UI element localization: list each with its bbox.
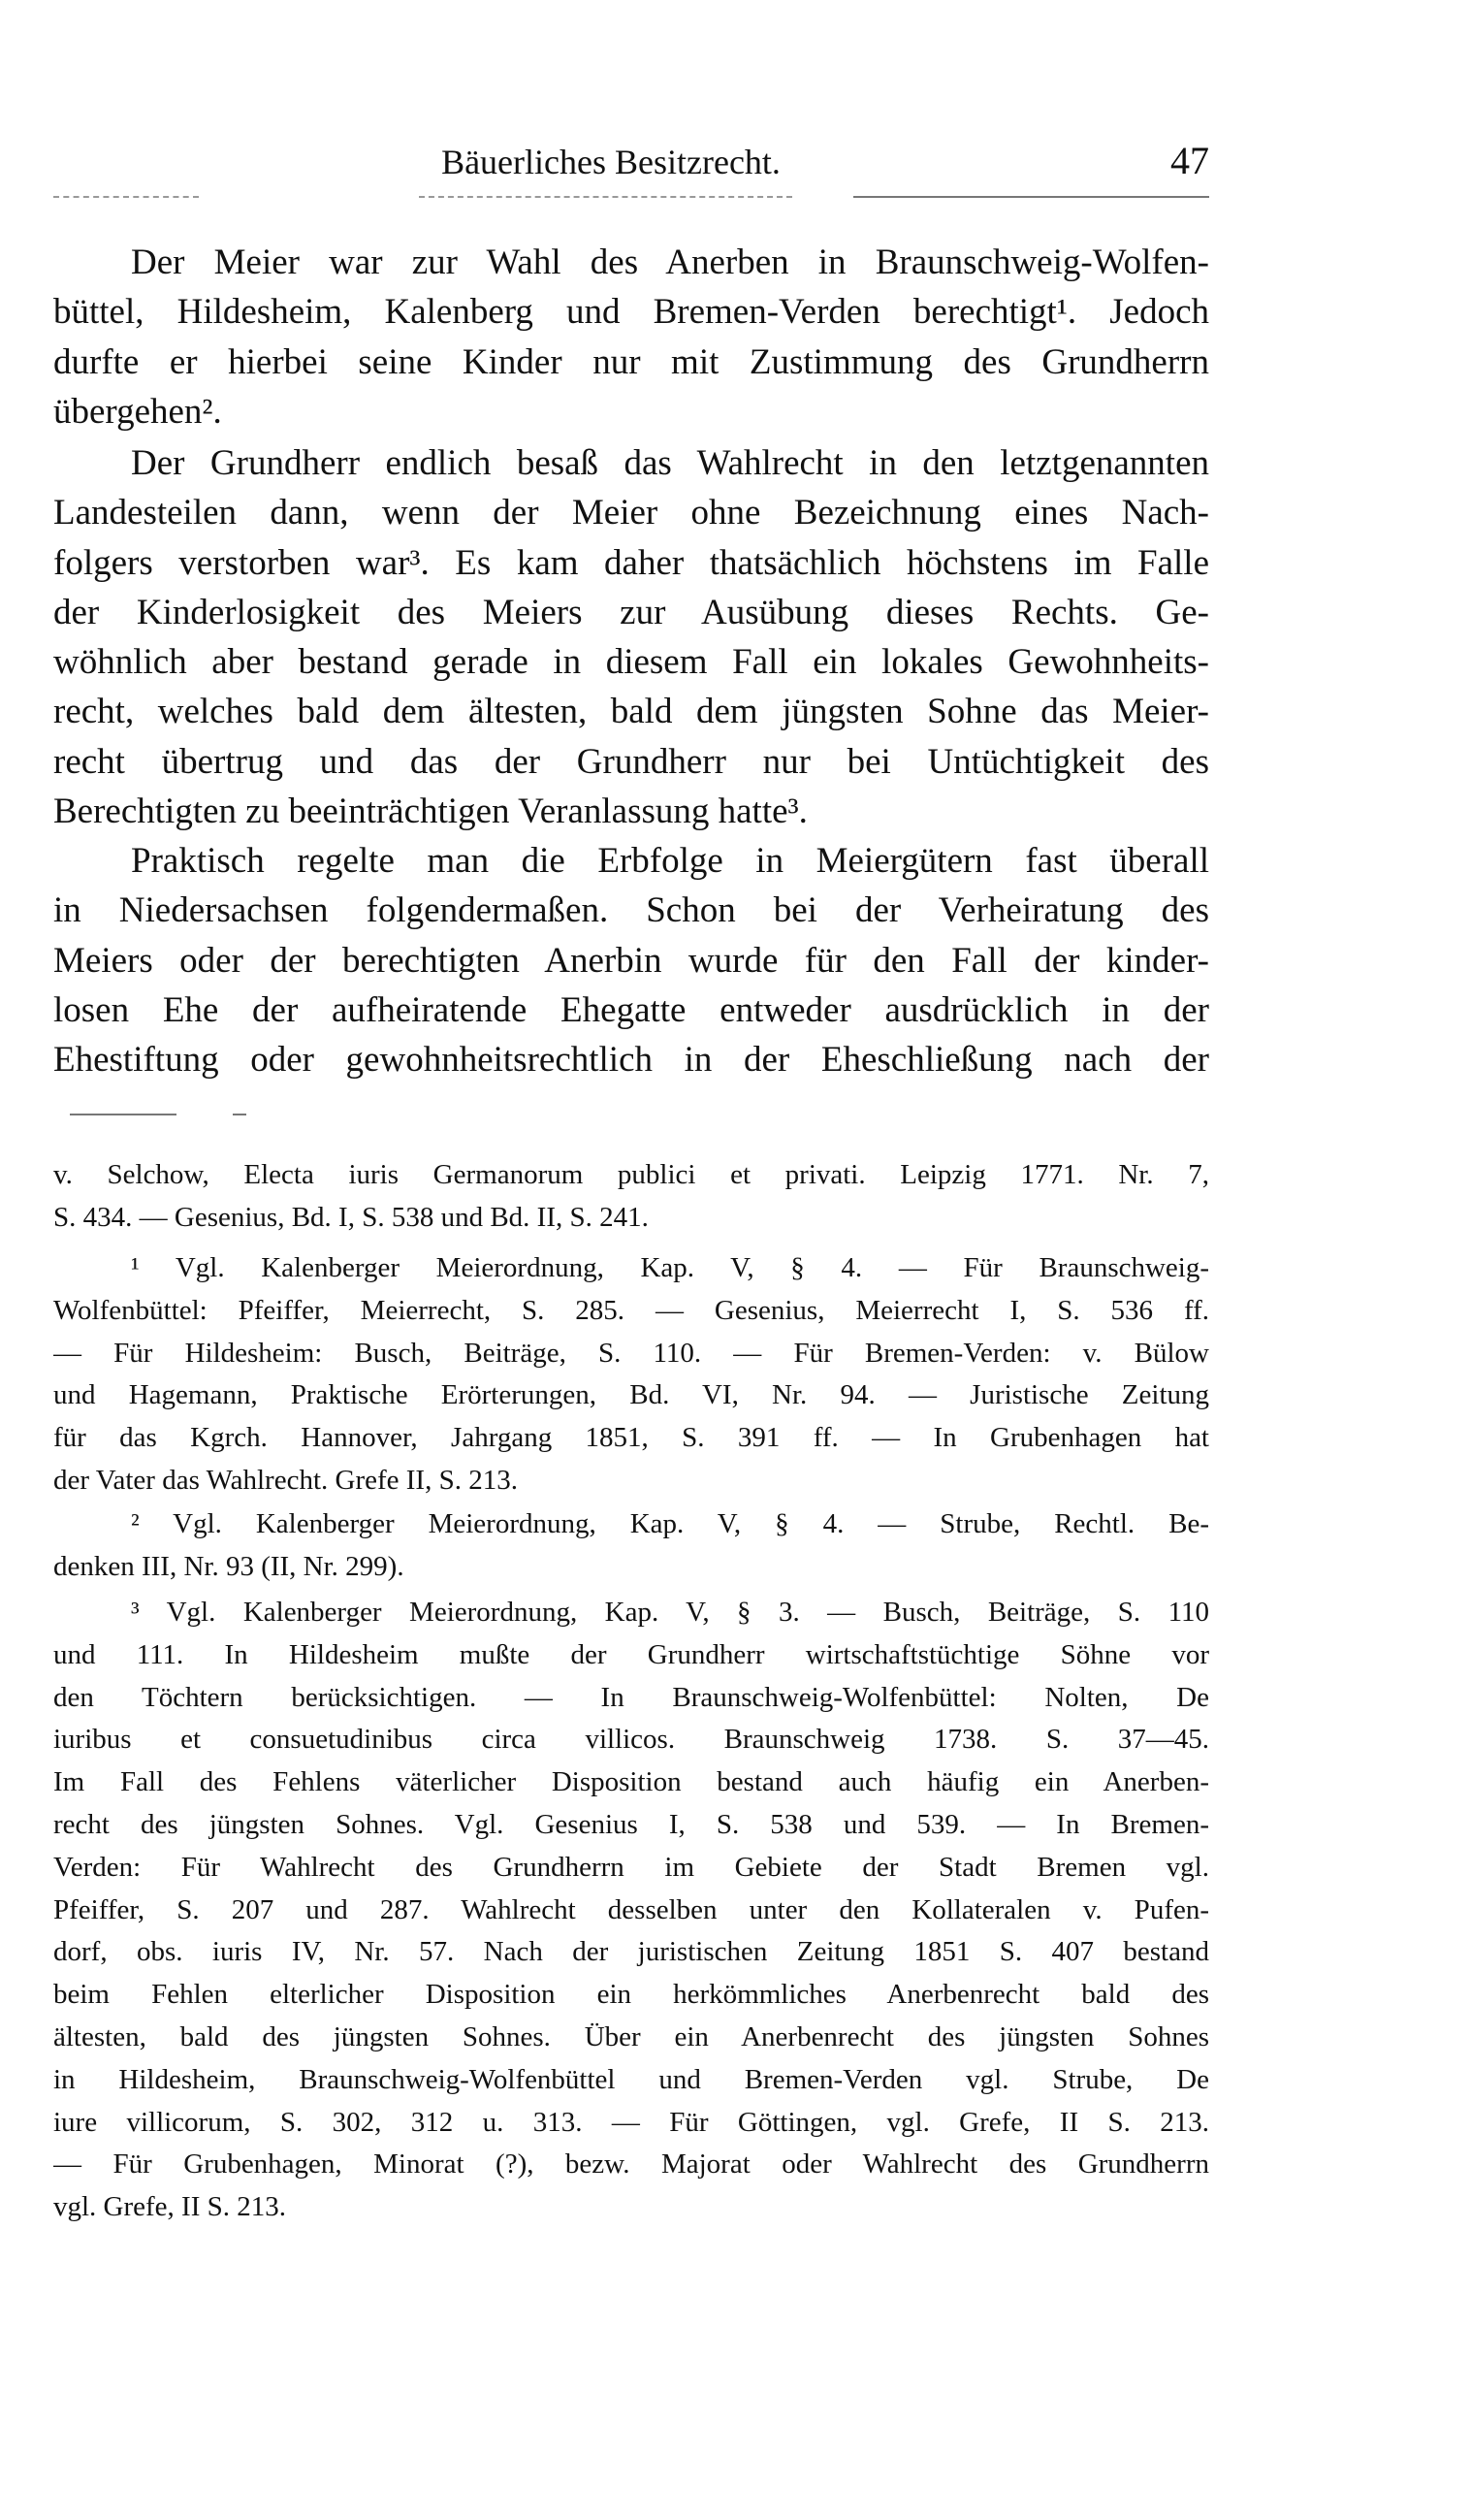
footnote-line: in Hildesheim, Braunschweig-Wolfenbüttel und Bremen-Verden vgl. Strube, De bbox=[53, 2063, 1209, 2095]
footnote-separator-dash bbox=[233, 1114, 246, 1115]
footnote-line: — Für Grubenhagen, Minorat (?), bezw. Majorat oder Wahlrecht des Grundherrn bbox=[53, 2148, 1209, 2181]
footnote-line: Pfeiffer, S. 207 und 287. Wahlrecht desselben unter den Kollateralen v. Pufen- bbox=[53, 1893, 1209, 1925]
footnote-line: iuribus et consuetudinibus circa villicos. Braunschweig 1738. S. 37—45. bbox=[53, 1724, 1209, 1756]
footnote-line: denken III, Nr. 93 (II, Nr. 299). bbox=[53, 1550, 404, 1582]
text-line: übergehen². bbox=[53, 391, 222, 432]
footnote-separator bbox=[70, 1114, 176, 1115]
text-line: wöhnlich aber bestand gerade in diesem Fall ein lokales Gewohnheits- bbox=[53, 642, 1209, 683]
footnote-line: Im Fall des Fehlens väterlicher Disposition bestand auch häufig ein Anerben- bbox=[53, 1766, 1209, 1798]
header-rule-left bbox=[53, 196, 199, 198]
footnote-line: — Für Hildesheim: Busch, Beiträge, S. 110. — Für Bremen-Verden: v. Bülow bbox=[53, 1337, 1209, 1369]
footnote-line: für das Kgrch. Hannover, Jahrgang 1851, S. 391 ff. — In Grubenhagen hat bbox=[53, 1422, 1209, 1454]
text-line: recht, welches bald dem ältesten, bald dem jüngsten Sohne das Meier- bbox=[53, 692, 1209, 732]
running-title: Bäuerliches Besitzrecht. bbox=[441, 143, 781, 181]
footnote-line: recht des jüngsten Sohnes. Vgl. Gesenius I, S. 538 und 539. — In Bremen- bbox=[53, 1808, 1209, 1840]
text-line: Berechtigten zu beeinträchtigen Veranlassung hatte³. bbox=[53, 792, 808, 832]
text-line: Landesteilen dann, wenn der Meier ohne Bezeichnung eines Nach- bbox=[53, 493, 1209, 533]
text-line: durfte er hierbei seine Kinder nur mit Zustimmung des Grundherrn bbox=[53, 341, 1209, 382]
footnote-line: vgl. Grefe, II S. 213. bbox=[53, 2191, 287, 2223]
footnote-line: der Vater das Wahlrecht. Grefe II, S. 213. bbox=[53, 1464, 518, 1496]
text-line: losen Ehe der aufheiratende Ehegatte entweder ausdrücklich in der bbox=[53, 989, 1209, 1030]
paragraph bbox=[53, 438, 1209, 836]
text-line: recht übertrug und das der Grundherr nur bei Untüchtigkeit des bbox=[53, 741, 1209, 782]
footnote-line: und Hagemann, Praktische Erörterungen, Bd. VI, Nr. 94. — Juristische Zeitung bbox=[53, 1379, 1209, 1411]
header-rule-middle bbox=[419, 196, 792, 198]
paragraph bbox=[53, 836, 1209, 1084]
text-line: in Niedersachsen folgendermaßen. Schon bei der Verheiratung des bbox=[53, 890, 1209, 931]
footnote-line: ³ Vgl. Kalenberger Meierordnung, Kap. V, § 3. — Busch, Beiträge, S. 110 bbox=[131, 1597, 1209, 1628]
text-line: Ehestiftung oder gewohnheitsrechtlich in der Eheschließung nach der bbox=[53, 1040, 1209, 1081]
page-number: 47 bbox=[1170, 139, 1209, 182]
text-line: büttel, Hildesheim, Kalenberg und Bremen-Verden berechtigt¹. Jedoch bbox=[53, 292, 1209, 333]
footnote-line: ² Vgl. Kalenberger Meierordnung, Kap. V, § 4. — Strube, Rechtl. Be- bbox=[131, 1508, 1209, 1539]
footnote-line: den Töchtern berücksichtigen. — In Braunschweig-Wolfenbüttel: Nolten, De bbox=[53, 1681, 1209, 1713]
paragraph bbox=[53, 238, 1209, 436]
footnote-2 bbox=[53, 1503, 1209, 1589]
text-line: Praktisch regelte man die Erbfolge in Meiergütern fast überall bbox=[131, 841, 1209, 881]
text-line: der Kinderlosigkeit des Meiers zur Ausübung dieses Rechts. Ge- bbox=[53, 592, 1209, 632]
footnote-line: und 111. In Hildesheim mußte der Grundherr wirtschaftstüchtige Söhne vor bbox=[53, 1638, 1209, 1670]
footnote-line: beim Fehlen elterlicher Disposition ein herkömmliches Anerbenrecht bald des bbox=[53, 1979, 1209, 2011]
header-rule-right bbox=[853, 196, 1209, 198]
footnote-line: iure villicorum, S. 302, 312 u. 313. — Für Göttingen, vgl. Grefe, II S. 213. bbox=[53, 2106, 1209, 2138]
text-line: Der Grundherr endlich besaß das Wahlrecht in den letztgenannten bbox=[131, 443, 1209, 483]
footnote-line: v. Selchow, Electa iuris Germanorum publici et privati. Leipzig 1771. Nr. 7, bbox=[53, 1159, 1209, 1190]
footnote-line: S. 434. — Gesenius, Bd. I, S. 538 und Bd. II, S. 241. bbox=[53, 1201, 649, 1233]
footnote-line: ältesten, bald des jüngsten Sohnes. Über ein Anerbenrecht des jüngsten Sohnes bbox=[53, 2020, 1209, 2052]
footnote-continuation bbox=[53, 1154, 1209, 1240]
footnote-3 bbox=[53, 1592, 1209, 2229]
text-line: folgers verstorben war³. Es kam daher thatsächlich höchstens im Falle bbox=[53, 542, 1209, 583]
text-line: Der Meier war zur Wahl des Anerben in Braunschweig-Wolfen- bbox=[131, 242, 1209, 282]
footnote-line: Wolfenbüttel: Pfeiffer, Meierrecht, S. 285. — Gesenius, Meierrecht I, S. 536 ff. bbox=[53, 1294, 1209, 1326]
footnote-line: Verden: Für Wahlrecht des Grundherrn im Gebiete der Stadt Bremen vgl. bbox=[53, 1851, 1209, 1883]
footnote-line: dorf, obs. iuris IV, Nr. 57. Nach der juristischen Zeitung 1851 S. 407 bestand bbox=[53, 1936, 1209, 1968]
text-line: Meiers oder der berechtigten Anerbin wurde für den Fall der kinder- bbox=[53, 940, 1209, 981]
footnote-line: ¹ Vgl. Kalenberger Meierordnung, Kap. V, § 4. — Für Braunschweig- bbox=[131, 1252, 1209, 1283]
footnote-1 bbox=[53, 1247, 1209, 1502]
